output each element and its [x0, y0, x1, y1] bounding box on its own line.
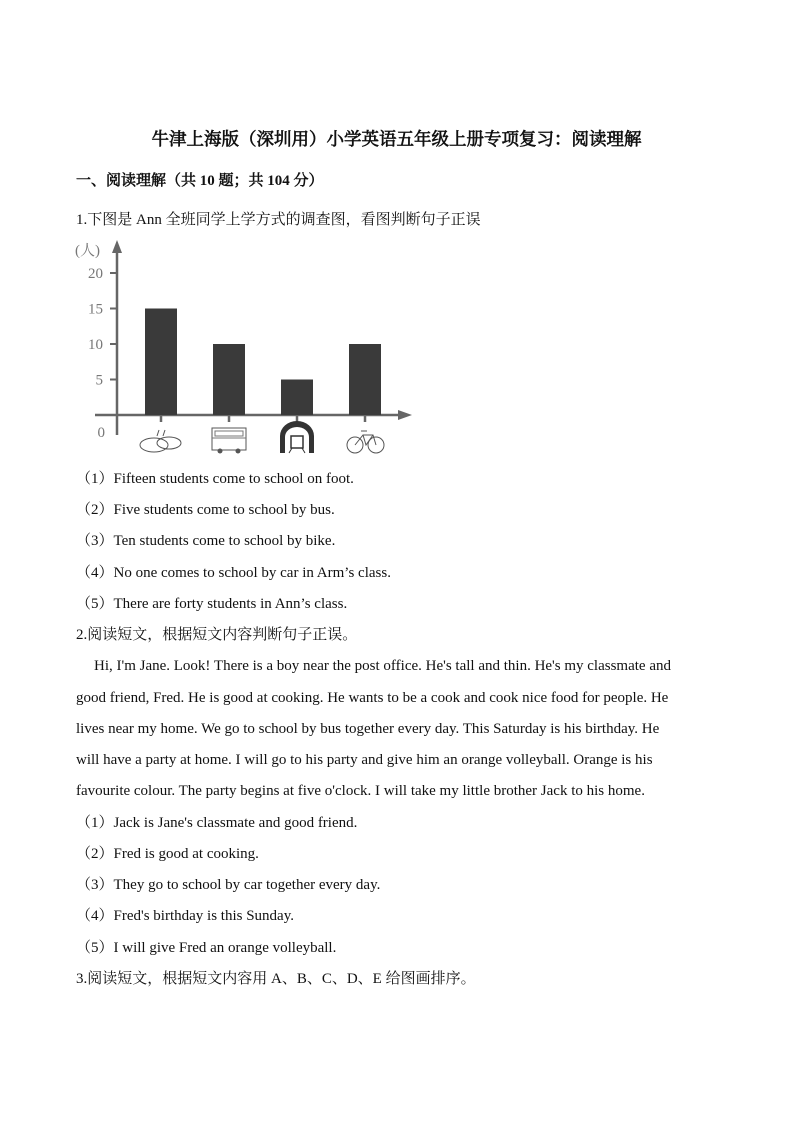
q2-prompt: 2.阅读短文，根据短文内容判断句子正误。	[76, 627, 358, 643]
q1-statement: （1）Fifteen students come to school on foot.	[76, 471, 354, 487]
bar-subway	[281, 380, 313, 416]
q2-statement: （2）Fred is good at cooking.	[76, 846, 259, 862]
q2-statement: （5）I will give Fred an orange volleyball.	[76, 940, 337, 956]
bar-bus	[213, 344, 245, 415]
passage-line: good friend, Fred. He is good at cooking. He wants to be a cook and cook nice food for people. He	[76, 690, 669, 706]
bar-on-foot	[145, 309, 177, 416]
section-heading: 一、阅读理解（共 10 题；共 104 分）	[76, 173, 324, 189]
q1-prompt: 1.下图是 Ann 全班同学上学方式的调查图，看图判断句子正误	[76, 212, 481, 228]
bike-icon	[347, 431, 384, 453]
bar-chart	[70, 235, 420, 465]
q1-statement: （3）Ten students come to school by bike.	[76, 533, 336, 549]
passage-line: favourite colour. The party begins at five o'clock. I will take my little brother Jack to his home.	[76, 783, 645, 799]
feet-icon	[140, 430, 181, 452]
bar-bike	[349, 344, 381, 415]
y-tick-label: 10	[88, 337, 103, 353]
subway-icon	[280, 421, 314, 453]
x-axis-arrow	[398, 410, 412, 420]
y-tick-label: 20	[88, 266, 103, 282]
q1-statement: （5）There are forty students in Ann’s class.	[76, 596, 348, 612]
q2-statement: （4）Fred's birthday is this Sunday.	[76, 908, 294, 924]
passage-line: lives near my home. We go to school by bus together every day. This Saturday is his birthday. He	[76, 721, 660, 737]
page-title: 牛津上海版（深圳用）小学英语五年级上册专项复习：阅读理解	[151, 129, 642, 149]
q1-statement: （4）No one comes to school by car in Arm’s class.	[76, 565, 391, 581]
bus-icon	[212, 428, 246, 454]
y-tick-label: 0	[97, 425, 105, 441]
y-tick-label: 5	[95, 372, 103, 389]
q2-statement: （3）They go to school by car together every day.	[76, 877, 381, 893]
q2-statement: （1）Jack is Jane's classmate and good friend.	[76, 815, 358, 831]
q1-statement: （2）Five students come to school by bus.	[76, 502, 335, 518]
y-tick-label: 15	[88, 301, 103, 318]
passage-line: Hi, I'm Jane. Look! There is a boy near the post office. He's tall and thin. He's my classmate and	[94, 658, 671, 674]
y-axis-arrow	[112, 240, 122, 253]
q3-prompt: 3.阅读短文，根据短文内容用 A、B、C、D、E 给图画排序。	[76, 971, 476, 987]
y-axis-label: (人)	[75, 243, 100, 259]
passage-line: will have a party at home. I will go to his party and give him an orange volleyball. Orange is his	[76, 752, 653, 768]
